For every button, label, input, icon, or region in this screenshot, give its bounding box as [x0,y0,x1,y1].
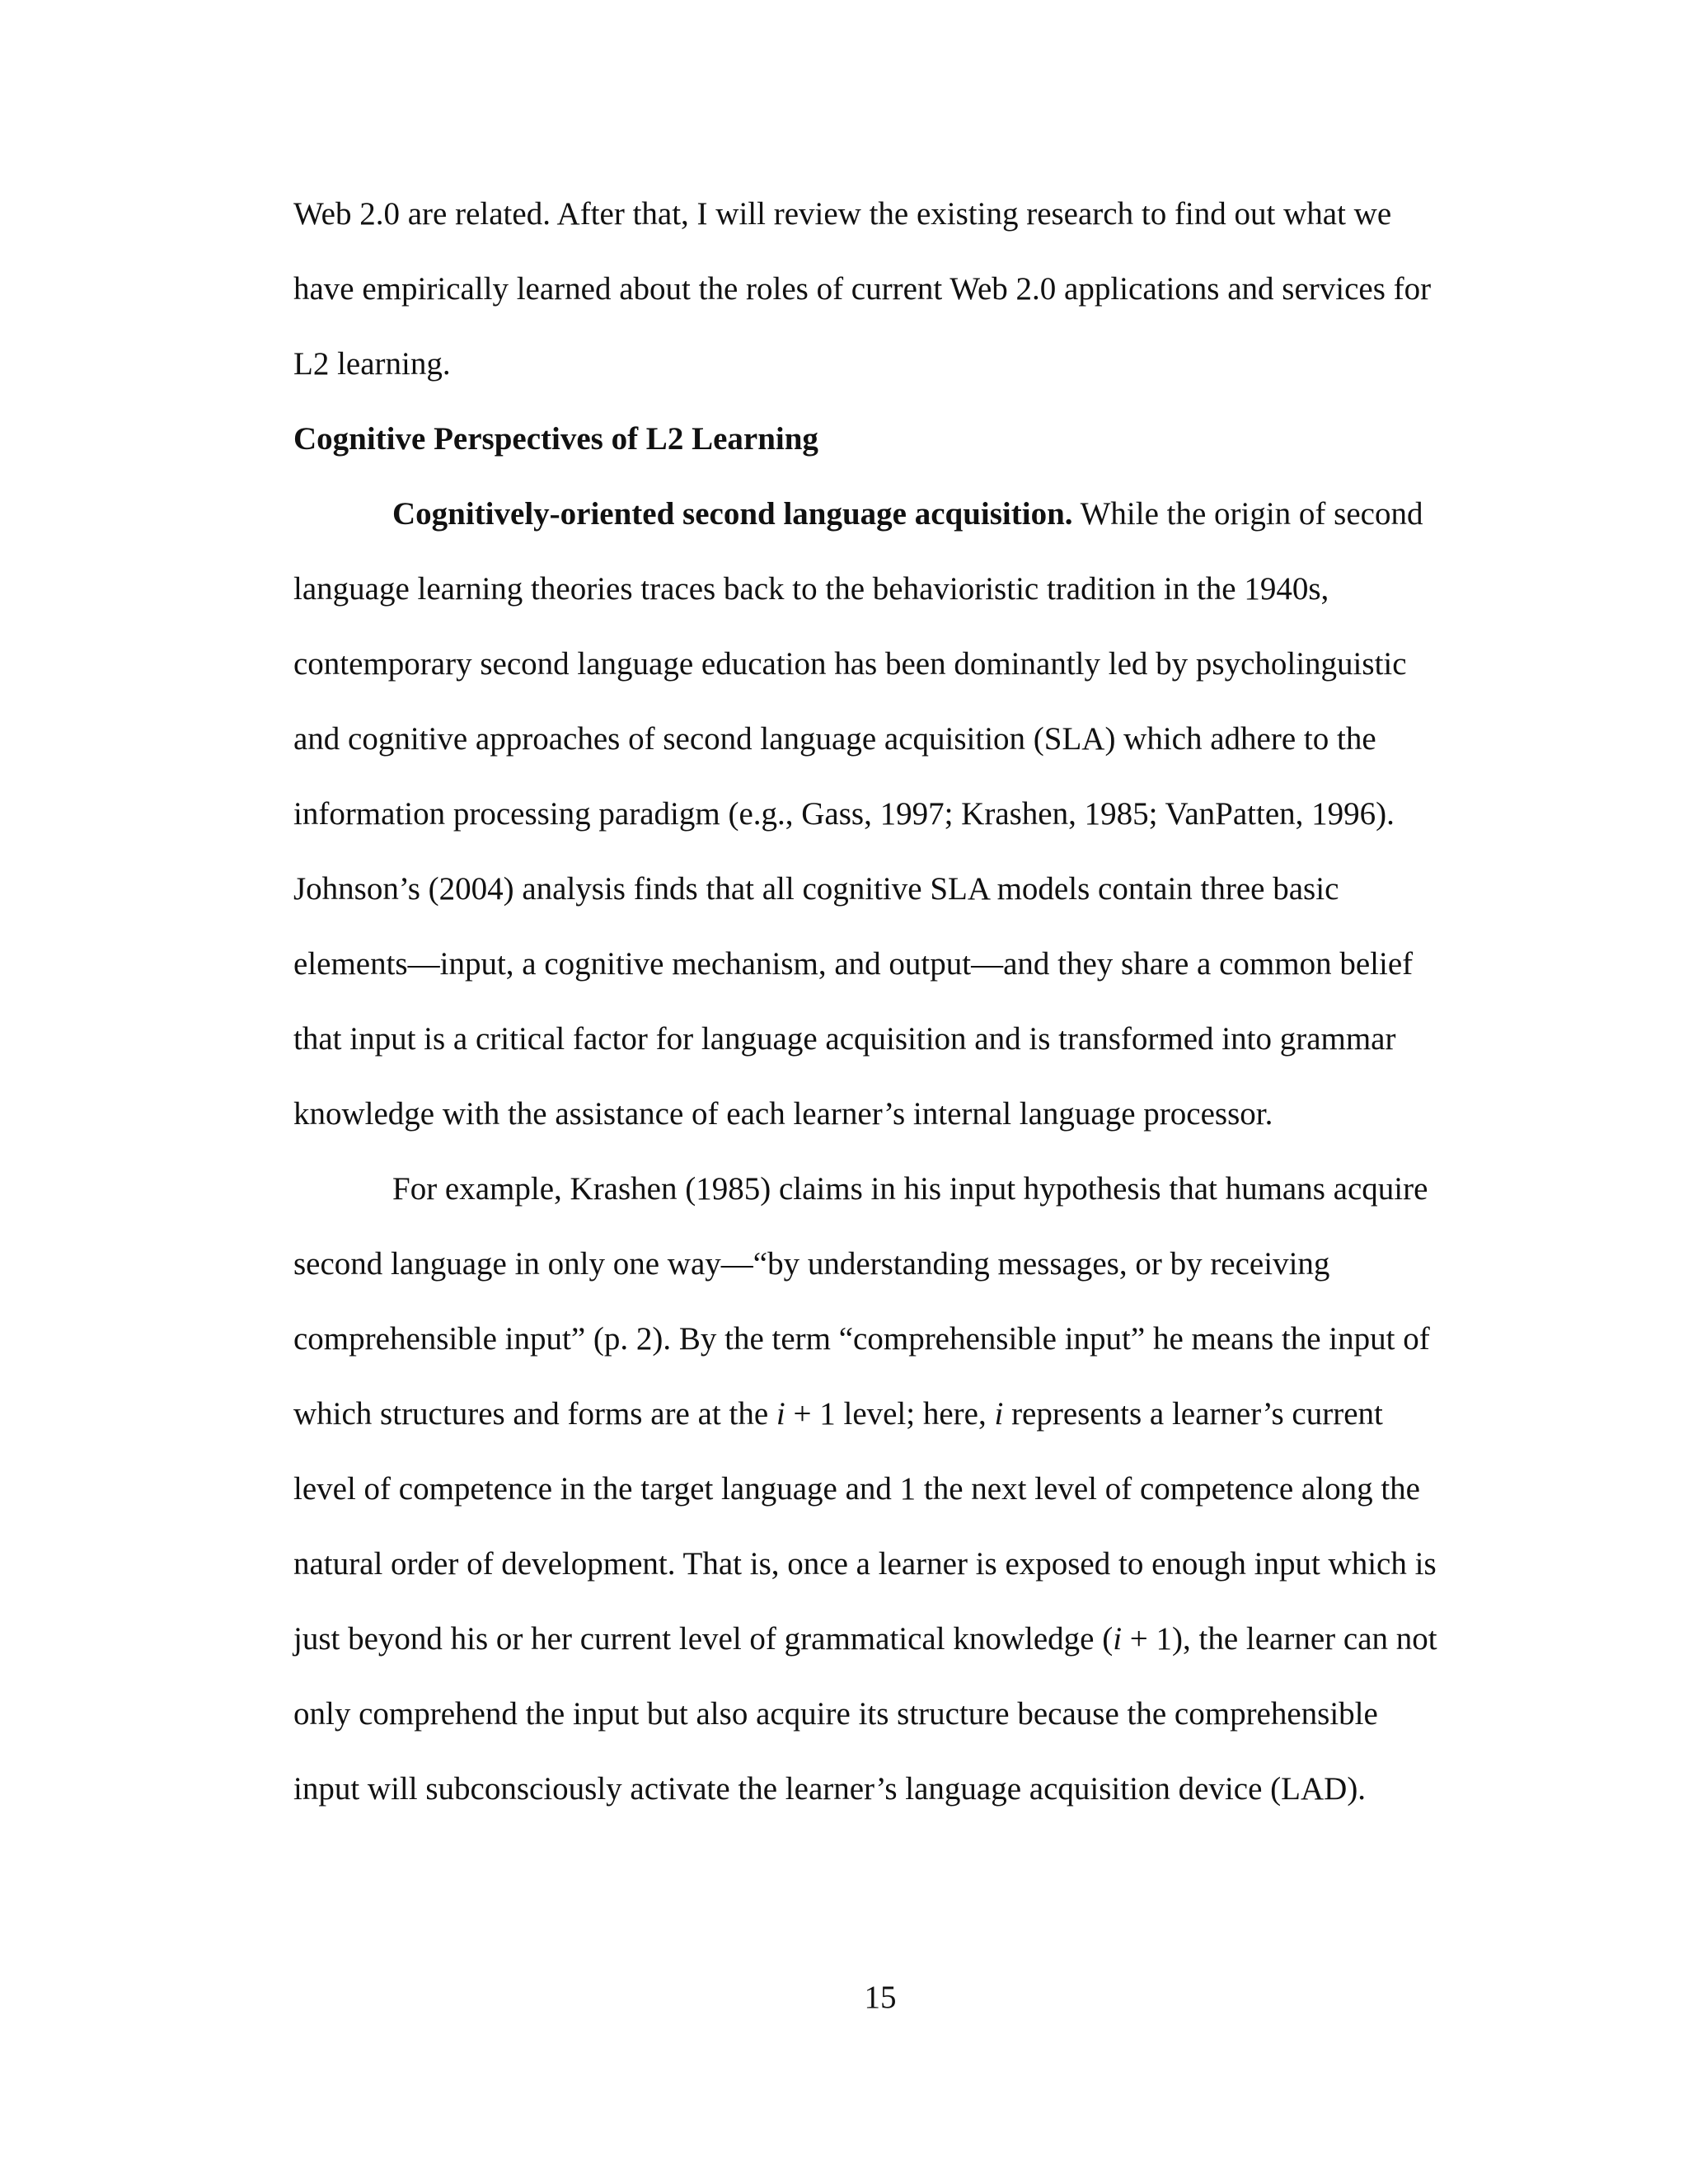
body-text-span: + 1 level; here, [785,1396,995,1432]
body-text-line: level of competence in the target language and 1 the next level of competence along the [293,1471,1420,1507]
body-text-line: Web 2.0 are related. After that, I will review the existing research to find out what we [293,196,1392,232]
body-text-span: just beyond his or her current level of grammatical knowledge ( [293,1621,1114,1657]
body-text-span: which structures and forms are at the [293,1396,776,1432]
body-text-span: represents a learner’s current [1003,1396,1383,1432]
body-text-line: second language in only one way—“by understanding messages, or by receiving [293,1246,1330,1282]
body-text-span: + 1), the learner can not [1122,1621,1437,1657]
body-text-line: Johnson’s (2004) analysis finds that all cognitive SLA models contain three basic [293,871,1339,907]
italic-variable: i [994,1396,1004,1432]
body-text-line: elements—input, a cognitive mechanism, and output—and they share a common belief [293,946,1414,982]
body-text-line: that input is a critical factor for language acquisition and is transformed into grammar [293,1021,1396,1057]
body-text-line: input will subconsciously activate the learner’s language acquisition device (LAD). [293,1771,1367,1807]
section-heading: Cognitive Perspectives of L2 Learning [293,421,818,457]
italic-variable: i [1113,1621,1123,1657]
body-text-line: information processing paradigm (e.g., Gass, 1997; Krashen, 1985; VanPatten, 1996). [293,796,1395,832]
subsection-heading: Cognitively-oriented second language acquisition. [392,496,1073,532]
body-text-line: natural order of development. That is, once a learner is exposed to enough input which is [293,1546,1437,1582]
body-text-line: contemporary second language education has been dominantly led by psycholinguistic [293,646,1407,682]
body-text-span: While the origin of second [1072,496,1423,532]
body-text-line: comprehensible input” (p. 2). By the term “comprehensible input” he means the input of [293,1321,1430,1357]
body-text-line: knowledge with the assistance of each learner’s internal language processor. [293,1096,1273,1132]
body-text-line [293,1615,1437,1664]
body-text-line: and cognitive approaches of second language acquisition (SLA) which adhere to the [293,721,1376,757]
body-text-line: have empirically learned about the roles of current Web 2.0 applications and services for [293,271,1432,307]
body-text-line: language learning theories traces back to the behavioristic tradition in the 1940s, [293,571,1329,607]
body-text-line [293,1390,1383,1439]
subsection-first-line [392,490,1423,539]
body-text-line: only comprehend the input but also acquire its structure because the comprehensible [293,1696,1378,1732]
body-text-line: For example, Krashen (1985) claims in his input hypothesis that humans acquire [392,1171,1428,1207]
body-text-line: L2 learning. [293,346,451,382]
page-number: 15 [864,1980,897,2015]
italic-variable: i [776,1396,785,1432]
